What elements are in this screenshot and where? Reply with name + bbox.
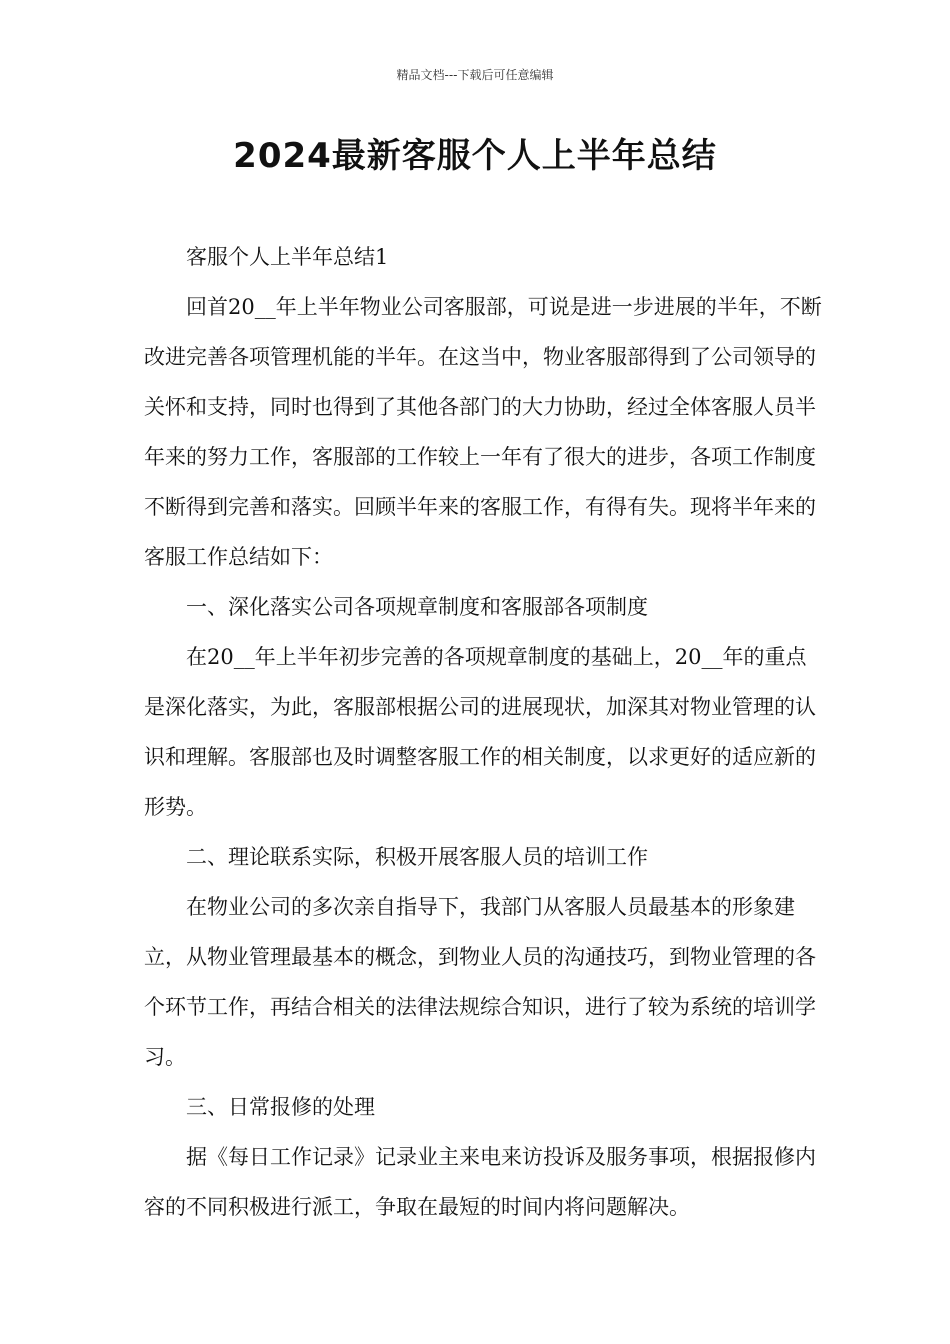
section-heading: 一、深化落实公司各项规章制度和客服部各项制度 [186,595,648,619]
paragraph: 据《每日工作记录》记录业主来电来访投诉及服务事项，根据报修内容的不同积极进行派工，争取在最短的时间内将问题解决。 [144,1145,816,1219]
page-header: 精品文档---下载后可任意编辑 [396,68,554,82]
document-title: 2024最新客服个人上半年总结 [233,136,717,176]
section-heading: 二、理论联系实际，积极开展客服人员的培训工作 [186,845,648,869]
document-body [144,232,824,1232]
section-heading: 三、日常报修的处理 [186,1095,375,1119]
paragraph: 在20__年上半年初步完善的各项规章制度的基础上，20__年的重点是深化落实，为此，客服部根据公司的进展现状，加深其对物业管理的认识和理解。客服部也及时调整客服工作的相关制度，以求更好的适应新的形势。 [144,645,816,819]
paragraph: 回首20__年上半年物业公司客服部，可说是进一步进展的半年，不断改进完善各项管理机能的半年。在这当中，物业客服部得到了公司领导的关怀和支持，同时也得到了其他各部门的大力协助，经过全体客服人员半年来的努力工作，客服部的工作较上一年有了很大的进步，各项工作制度不断得到完善和落实。回顾半年来的客服工作，有得有失。现将半年来的客服工作总结如下： [144,295,822,569]
paragraph: 在物业公司的多次亲自指导下，我部门从客服人员最基本的形象建立，从物业管理最基本的概念，到物业人员的沟通技巧，到物业管理的各个环节工作，再结合相关的法律法规综合知识，进行了较为系统的培训学习。 [144,895,816,1069]
section-heading: 客服个人上半年总结1 [186,245,389,269]
